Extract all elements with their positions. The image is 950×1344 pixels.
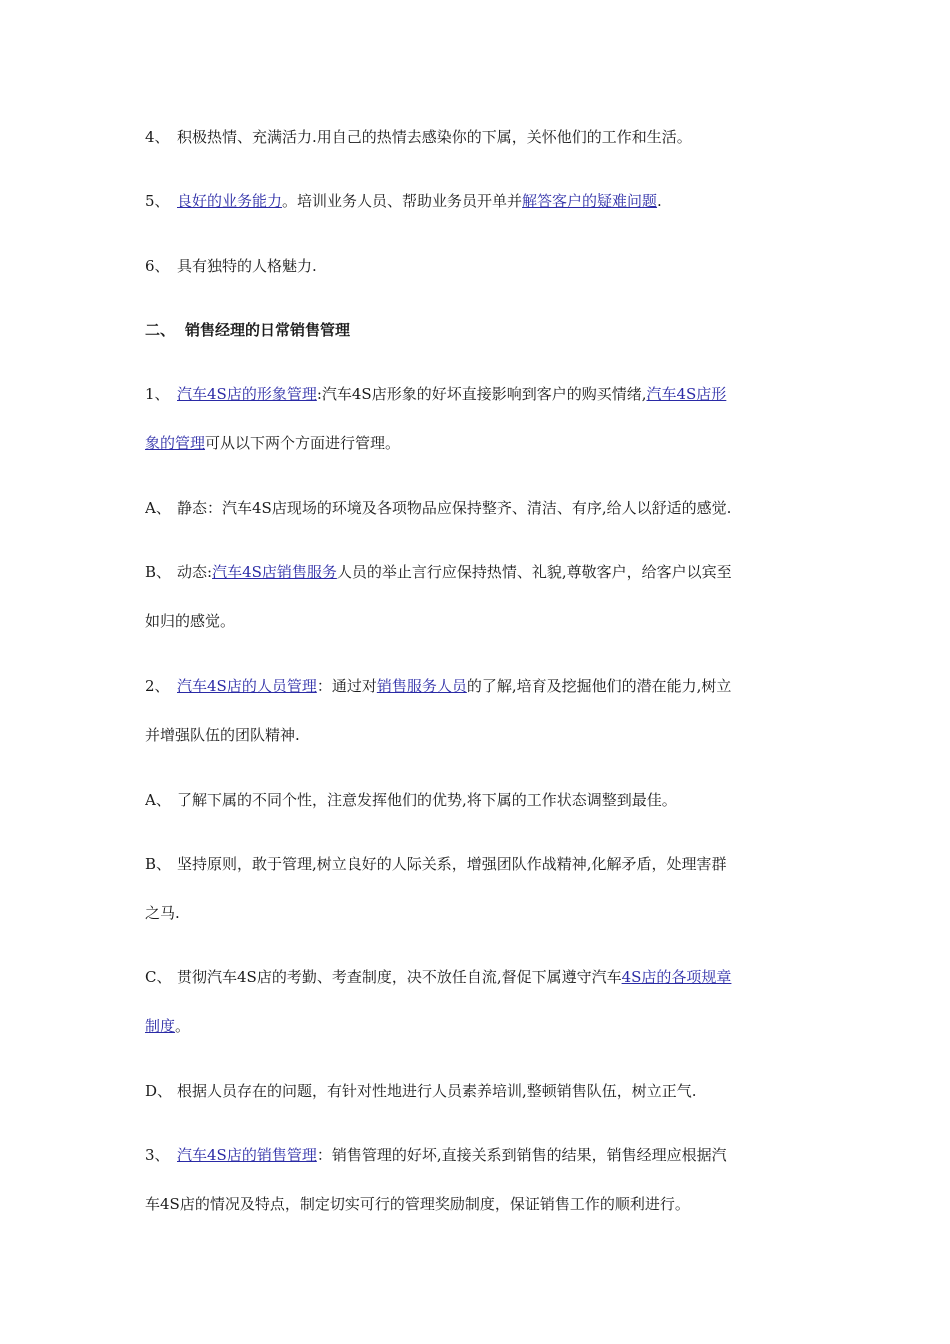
- section-1-item-b-line-2: [145, 611, 815, 631]
- item-number: 4、: [145, 128, 170, 146]
- link-image-management[interactable]: 汽车4S店的形象管理: [177, 385, 317, 403]
- section-3-line-2: [145, 1194, 815, 1214]
- paragraph-text: 。: [175, 1017, 191, 1035]
- paragraph-text: ：销售管理的好坏,直接关系到销售的结果，销售经理应根据汽: [316, 1146, 727, 1164]
- section-1-item-b-line-1: [145, 562, 815, 582]
- link-rules-regulations[interactable]: 4S店的各项规章: [621, 968, 732, 986]
- item-letter: C、: [145, 968, 172, 986]
- paragraph-text: 积极热情、充满活力.用自己的热情去感染你的下属，关怀他们的工作和生活。: [177, 128, 692, 146]
- section-2-item-b-line-2: [145, 903, 815, 923]
- section-1-line-2: [145, 433, 815, 453]
- paragraph-text: 坚持原则，敢于管理,树立良好的人际关系，增强团队作战精神,化解矛盾，处理害群: [177, 855, 727, 873]
- section-1-item-a: [145, 498, 815, 518]
- paragraph-4: [145, 127, 815, 147]
- paragraph-text: :汽车4S店形象的好坏直接影响到客户的购买情绪,: [316, 385, 647, 403]
- paragraph-text: 车4S店的情况及特点，制定切实可行的管理奖励制度，保证销售工作的顺利进行。: [145, 1195, 690, 1213]
- section-2-item-a: [145, 790, 815, 810]
- link-sales-management[interactable]: 汽车4S店的销售管理: [177, 1146, 317, 1164]
- link-personnel-management[interactable]: 汽车4S店的人员管理: [177, 677, 317, 695]
- link-business-ability[interactable]: 良好的业务能力: [177, 192, 283, 210]
- paragraph-text: 之马.: [145, 904, 180, 922]
- paragraph-text: 如归的感觉。: [145, 612, 236, 630]
- paragraph-6: [145, 256, 815, 276]
- link-sales-service-staff[interactable]: 销售服务人员: [376, 677, 467, 695]
- item-letter: A、: [145, 499, 171, 517]
- item-letter: B、: [145, 563, 172, 581]
- item-letter: D、: [145, 1082, 173, 1100]
- section-2-line-1: [145, 676, 815, 696]
- link-sales-service[interactable]: 汽车4S店销售服务: [212, 563, 337, 581]
- paragraph-text: 并增强队伍的团队精神.: [145, 726, 300, 744]
- item-number: 1、: [145, 385, 170, 403]
- section-2-item-c-line-2: [145, 1016, 815, 1036]
- paragraph-text: .: [657, 192, 662, 210]
- paragraph-text: 具有独特的人格魅力.: [177, 257, 317, 275]
- item-number: 6、: [145, 257, 170, 275]
- section-title: 销售经理的日常销售管理: [185, 321, 351, 339]
- paragraph-5: [145, 191, 815, 211]
- paragraph-text: 的了解,培育及挖掘他们的潜在能力,树立: [466, 677, 732, 695]
- section-1-line-1: [145, 384, 815, 404]
- link-image-management-2[interactable]: 汽车4S店形: [646, 385, 727, 403]
- paragraph-text: ：通过对: [316, 677, 377, 695]
- paragraph-text: 了解下属的不同个性，注意发挥他们的优势,将下属的工作状态调整到最佳。: [177, 791, 677, 809]
- item-number: 5、: [145, 192, 170, 210]
- item-number: 3、: [145, 1146, 170, 1164]
- item-letter: A、: [145, 791, 171, 809]
- link-image-management-2-cont[interactable]: 象的管理: [145, 434, 206, 452]
- section-2-line-2: [145, 725, 815, 745]
- section-2-item-d: [145, 1081, 815, 1101]
- paragraph-text: 人员的举止言行应保持热情、礼貌,尊敬客户，给客户以宾至: [336, 563, 732, 581]
- paragraph-text: 动态:: [177, 563, 213, 581]
- item-letter: B、: [145, 855, 172, 873]
- paragraph-text: 可从以下两个方面进行管理。: [205, 434, 401, 452]
- paragraph-text: 。培训业务人员、帮助业务员开单并: [282, 192, 523, 210]
- section-3-line-1: [145, 1145, 815, 1165]
- paragraph-text: 贯彻汽车4S店的考勤、考查制度，决不放任自流,督促下属遵守汽车: [177, 968, 622, 986]
- section-2-item-c-line-1: [145, 967, 815, 987]
- paragraph-text: 根据人员存在的问题，有针对性地进行人员素养培训,整顿销售队伍，树立正气.: [177, 1082, 697, 1100]
- link-answer-customer-questions[interactable]: 解答客户的疑难问题: [522, 192, 658, 210]
- section-heading-2: [145, 320, 815, 340]
- paragraph-text: 静态：汽车4S店现场的环境及各项物品应保持整齐、清洁、有序,给人以舒适的感觉.: [177, 499, 732, 517]
- section-2-item-b-line-1: [145, 854, 815, 874]
- item-number: 2、: [145, 677, 170, 695]
- section-number: 二、: [145, 321, 176, 339]
- link-rules-regulations-cont[interactable]: 制度: [145, 1017, 176, 1035]
